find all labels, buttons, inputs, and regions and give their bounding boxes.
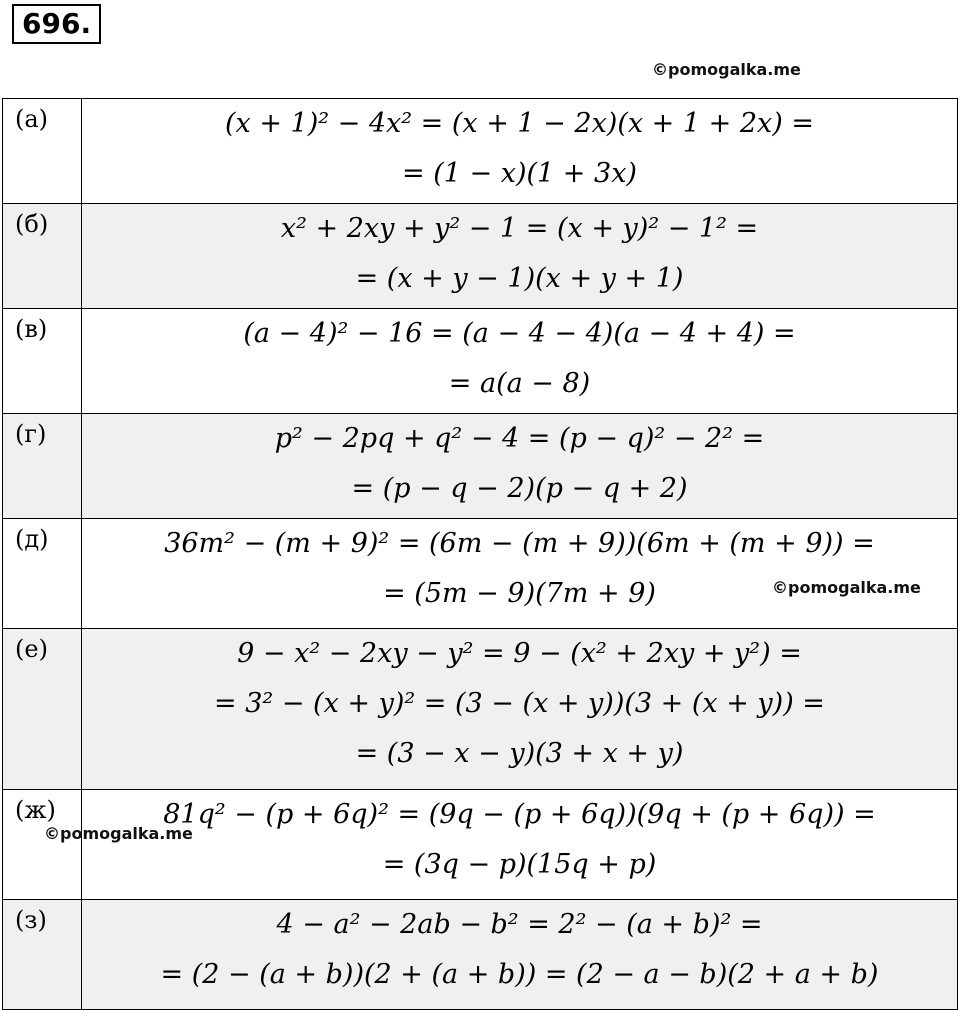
watermark-top: ©pomogalka.me bbox=[652, 60, 801, 79]
expression-line: 36m² − (m + 9)² = (6m − (m + 9))(6m + (m + 9)) = bbox=[164, 528, 875, 559]
table-row bbox=[3, 629, 958, 790]
row-label: (в) bbox=[3, 309, 82, 414]
row-label: (д) bbox=[3, 519, 82, 629]
table-row bbox=[3, 900, 958, 1010]
row-expression bbox=[82, 414, 958, 519]
watermark-bottom: ©pomogalka.me bbox=[44, 824, 193, 843]
watermark-middle: ©pomogalka.me bbox=[772, 578, 921, 597]
expression-line: (a − 4)² − 16 = (a − 4 − 4)(a − 4 + 4) = bbox=[243, 318, 796, 349]
expression-line: = a(a − 8) bbox=[448, 368, 591, 399]
row-expression bbox=[82, 900, 958, 1010]
row-label: (ж) bbox=[3, 790, 82, 900]
table-row bbox=[3, 519, 958, 629]
table-row bbox=[3, 309, 958, 414]
table-row bbox=[3, 414, 958, 519]
expression-line: 9 − x² − 2xy − y² = 9 − (x² + 2xy + y²) = bbox=[237, 638, 802, 669]
expression-line: p² − 2pq + q² − 4 = (p − q)² − 2² = bbox=[274, 423, 765, 454]
table-row bbox=[3, 204, 958, 309]
expression-line: x² + 2xy + y² − 1 = (x + y)² − 1² = bbox=[280, 213, 759, 244]
row-label: (е) bbox=[3, 629, 82, 790]
expression-line: = (3q − p)(15q + p) bbox=[382, 849, 657, 880]
row-expression bbox=[82, 629, 958, 790]
table-row bbox=[3, 790, 958, 900]
problem-number: 696. bbox=[12, 4, 101, 44]
row-label: (з) bbox=[3, 900, 82, 1010]
expression-line: 81q² − (p + 6q)² = (9q − (p + 6q))(9q + (p + 6q)) = bbox=[163, 799, 876, 830]
expression-line: = (3 − x − y)(3 + x + y) bbox=[355, 738, 684, 769]
row-expression bbox=[82, 309, 958, 414]
expression-line: 4 − a² − 2ab − b² = 2² − (a + b)² = bbox=[276, 909, 763, 940]
row-expression bbox=[82, 519, 958, 629]
solutions-table bbox=[2, 98, 958, 1010]
expression-line: = (1 − x)(1 + 3x) bbox=[402, 158, 637, 189]
row-label: (а) bbox=[3, 99, 82, 204]
row-label: (б) bbox=[3, 204, 82, 309]
row-expression bbox=[82, 790, 958, 900]
row-label: (г) bbox=[3, 414, 82, 519]
expression-line: = (p − q − 2)(p − q + 2) bbox=[351, 473, 688, 504]
expression-line: = (x + y − 1)(x + y + 1) bbox=[355, 263, 684, 294]
row-expression bbox=[82, 99, 958, 204]
row-expression bbox=[82, 204, 958, 309]
expression-line: = 3² − (x + y)² = (3 − (x + y))(3 + (x + y)) = bbox=[214, 688, 825, 719]
expression-line: = (2 − (a + b))(2 + (a + b)) = (2 − a − b)(2 + a + b) bbox=[160, 959, 879, 990]
expression-line: = (5m − 9)(7m + 9) bbox=[383, 578, 656, 609]
expression-line: (x + 1)² − 4x² = (x + 1 − 2x)(x + 1 + 2x) = bbox=[224, 108, 814, 139]
table-row bbox=[3, 99, 958, 204]
